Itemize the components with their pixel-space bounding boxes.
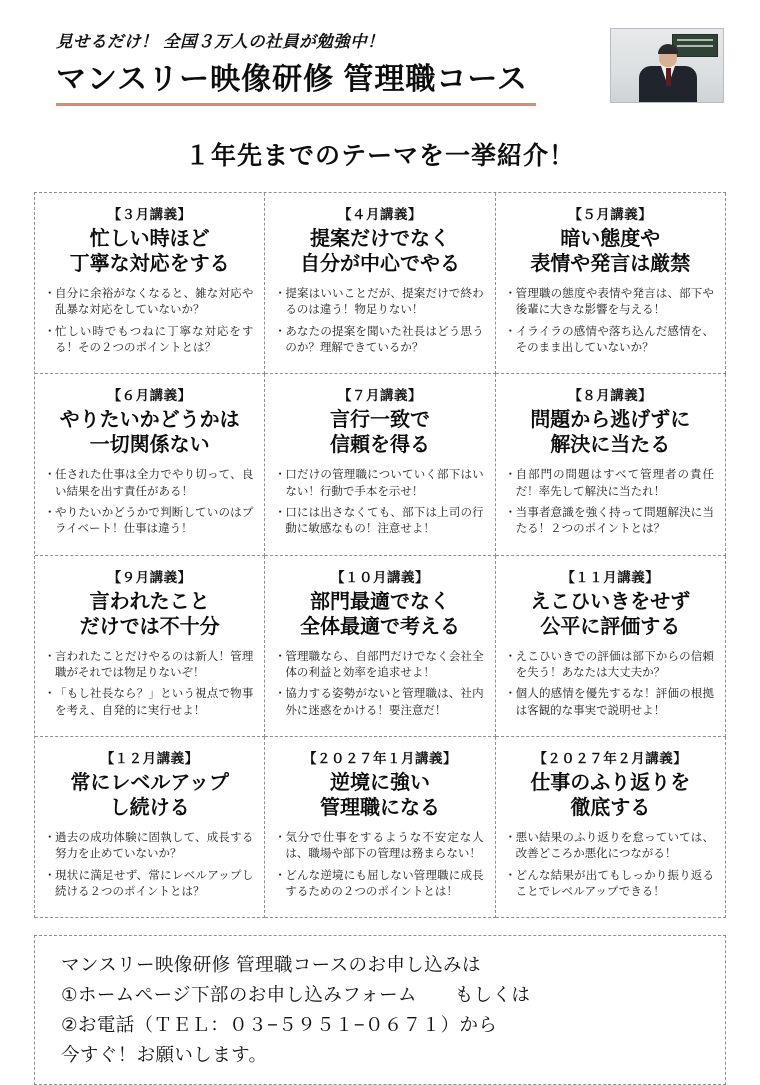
course-month: 【８月講義】 (568, 388, 653, 404)
course-month: 【１２月講義】 (100, 750, 199, 766)
course-cell (265, 556, 495, 737)
course-title-line1: 常にレベルアップ (70, 771, 229, 794)
course-bullet: ・ 管理職の態度や表情や発言は、部下や後輩に大きな影響を与える！ (507, 286, 714, 319)
application-line: ①ホームページ下部のお申し込みフォーム もしくは (61, 984, 531, 1006)
course-cell (496, 374, 726, 555)
course-title-line1: やりたいかどうかは (59, 409, 240, 432)
course-bullet: ・ 口には出さなくても、部下は上司の行動に敏感なもの！注意せよ！ (276, 505, 483, 538)
course-bullet: ・ 忙しい時でもつねに丁寧な対応をする！その２つのポイントとは？ (46, 324, 253, 357)
course-month: 【５月講義】 (568, 207, 653, 222)
course-title-line1: 仕事のふり返りを (530, 771, 691, 794)
course-month: 【３月講義】 (107, 207, 192, 222)
course-title-line1: えこひいきをせず (530, 590, 691, 613)
course-bullets (507, 467, 714, 537)
course-bullet: ・ 口だけの管理職についていく部下はいない！行動で手本を示せ！ (276, 467, 483, 500)
course-title (276, 408, 483, 458)
course-bullets (46, 467, 253, 537)
course-title-line1: 逆境に強い (329, 771, 430, 794)
course-grid (34, 192, 726, 918)
course-bullet: ・ どんな結果が出てもしっかり振り返ることでレベルアップできる！ (507, 868, 714, 901)
person-tie (666, 68, 671, 86)
course-bullets (507, 286, 714, 356)
subtitle: １年先までのテーマを一挙紹介！ (184, 142, 575, 170)
course-month: 【７月講義】 (337, 388, 422, 404)
course-bullets (276, 467, 483, 537)
course-bullet: ・ 任された仕事は全力でやり切って、良い結果を出す責任がある！ (46, 467, 253, 500)
course-title (507, 227, 714, 277)
course-bullet: ・ えこひいきでの評価は部下からの信頼を失う！あなたは大丈夫か？ (507, 649, 714, 682)
course-title (507, 590, 714, 640)
course-bullets (46, 286, 253, 356)
course-bullet: ・ 協力する姿勢がないと管理職は、社内外に迷惑をかける！要注意だ！ (276, 686, 483, 719)
course-title-line2: 丁寧な対応をする (69, 253, 230, 275)
header-kicker: 見せるだけ！ 全国３万人の社員が勉強中！ (56, 33, 385, 51)
application-box (34, 935, 726, 1085)
course-title-line1: 言行一致で (329, 409, 430, 432)
course-month: 【１０月講義】 (330, 569, 429, 585)
course-bullet: ・ イライラの感情や落ち込んだ感情を、そのまま出していないか？ (507, 324, 714, 357)
course-bullet: ・ やりたいかどうかで判断していのはプライベート！仕事は違う！ (46, 505, 253, 538)
course-bullet: ・ 提案はいいことだが、提案だけで終わるのは違う！物足りない！ (276, 286, 483, 319)
course-cell (496, 193, 726, 374)
course-bullets (46, 830, 253, 900)
course-title-line2: 管理職になる (319, 796, 440, 819)
course-month: 【４月講義】 (337, 207, 422, 222)
course-title (46, 227, 253, 277)
course-bullet: ・ 個人的感情を優先するな！評価の根拠は客観的な事実で説明せよ！ (507, 686, 714, 719)
course-title-line2: 解決に当たる (550, 434, 671, 457)
header (34, 28, 726, 110)
course-cell (496, 556, 726, 737)
course-bullet: ・ どんな逆境にも屈しない管理職に成長するための２つのポイントとは！ (276, 868, 483, 901)
course-cell (496, 737, 726, 918)
course-title-line1: 提案だけでなく (309, 228, 450, 250)
course-title-line2: 一切関係ない (89, 434, 210, 457)
course-title (276, 771, 483, 821)
course-bullets (46, 649, 253, 719)
course-month: 【６月講義】 (107, 388, 192, 404)
course-bullet: ・ あなたの提案を聞いた社長はどう思うのか？理解できているか？ (276, 324, 483, 357)
course-title-line2: 表情や発言は厳禁 (530, 253, 691, 275)
course-title-line2: 自分が中心でやる (299, 253, 460, 275)
course-title (276, 227, 483, 277)
page-title: マンスリー映像研修 管理職コース (56, 63, 528, 96)
course-bullet: ・ 過去の成功体験に固執して、成長する努力を止めていないか？ (46, 830, 253, 863)
course-title (276, 590, 483, 640)
course-cell (35, 374, 265, 555)
course-bullet: ・ 言われたことだけやるのは新人！管理職がそれでは物足りないぞ！ (46, 649, 253, 682)
application-line: マンスリー映像研修 管理職コースのお申し込みは (61, 954, 481, 976)
course-bullet: ・ 現状に満足せず、常にレベルアップし続ける２つのポイントとは？ (46, 868, 253, 901)
course-title-line1: 部門最適でなく (309, 590, 450, 613)
course-title-line2: し続ける (109, 796, 190, 819)
course-month: 【１１月講義】 (561, 569, 660, 585)
course-title-line1: 言われたこと (89, 590, 210, 613)
course-month: 【２０２７年１月講義】 (302, 750, 457, 766)
course-cell (265, 737, 495, 918)
course-title-line2: 徹底する (570, 796, 651, 819)
course-bullets (276, 286, 483, 356)
course-title (46, 771, 253, 821)
title-underline (56, 103, 536, 106)
course-cell (35, 556, 265, 737)
course-bullet: ・ 「もし社長なら？」という視点で物事を考え、自発的に実行せよ！ (46, 686, 253, 719)
course-bullets (507, 830, 714, 900)
course-title-line1: 問題から逃げずに (530, 409, 691, 432)
course-title-line2: だけでは不十分 (79, 615, 220, 638)
course-cell (35, 737, 265, 918)
course-title (507, 408, 714, 458)
instructor-photo (610, 28, 724, 103)
course-title (46, 408, 253, 458)
course-month: 【２０２７年２月講義】 (533, 750, 688, 766)
course-title (46, 590, 253, 640)
course-cell (35, 193, 265, 374)
course-month: 【９月講義】 (107, 569, 192, 585)
course-bullet: ・ 悪い結果のふり返りを怠っていては、改善どころか悪化につながる！ (507, 830, 714, 863)
course-bullet: ・ 自分に余裕がなくなると、雑な対応や乱暴な対応をしていないか？ (46, 286, 253, 319)
course-bullets (276, 830, 483, 900)
whiteboard-icon (672, 34, 718, 57)
course-cell (265, 193, 495, 374)
course-title-line1: 暗い態度や (560, 228, 661, 250)
course-bullet: ・ 当事者意識を強く持って問題解決に当たる！２つのポイントとは？ (507, 505, 714, 538)
course-title-line1: 忙しい時ほど (89, 228, 210, 250)
course-bullet: ・ 自部門の問題はすべて管理者の責任だ！率先して解決に当たれ！ (507, 467, 714, 500)
course-title-line2: 信頼を得る (329, 434, 430, 457)
course-bullets (507, 649, 714, 719)
course-title (507, 771, 714, 821)
course-title-line2: 全体最適で考える (299, 615, 460, 638)
course-cell (265, 374, 495, 555)
application-line: ②お電話（ＴＥＬ：０３−５９５１−０６７１）から (61, 1014, 498, 1036)
application-line: 今すぐ！お願いします。 (61, 1044, 268, 1066)
course-title-line2: 公平に評価する (540, 615, 681, 638)
course-bullet: ・ 管理職なら、自部門だけでなく会社全体の利益と効率を追求せよ！ (276, 649, 483, 682)
course-bullets (276, 649, 483, 719)
course-bullet: ・ 気分で仕事をするような不安定な人は、職場や部下の管理は務まらない！ (276, 830, 483, 863)
